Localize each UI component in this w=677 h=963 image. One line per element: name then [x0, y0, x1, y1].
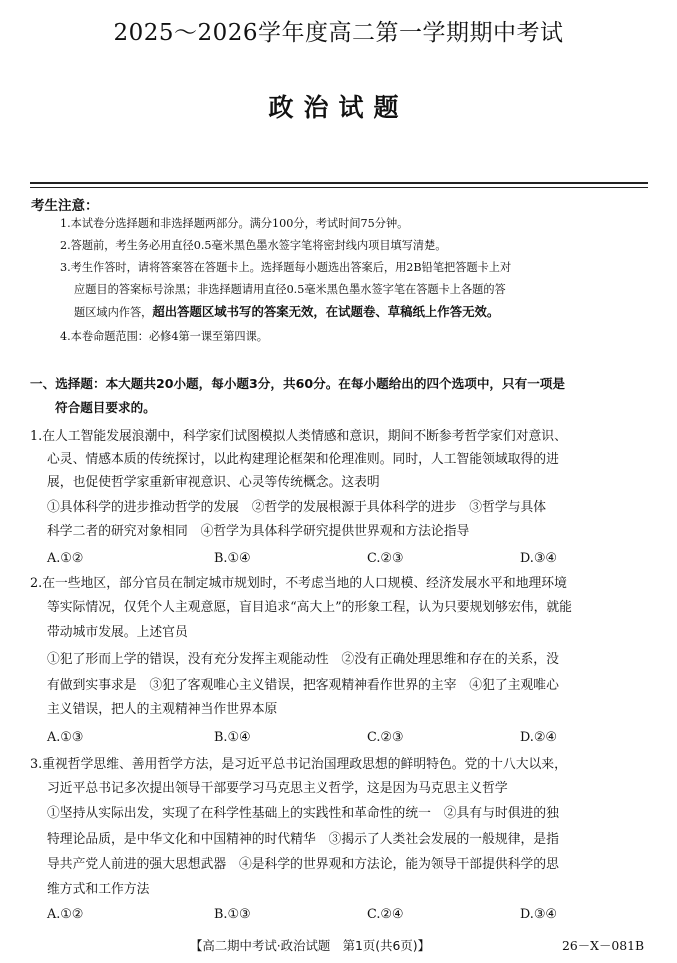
- notice-item: 4.本卷命题范围：必修4第一课至第四课。: [60, 330, 268, 343]
- question-3-line: 导共产党人前进的强大思想武器 ④是科学的世界观和方法论，能为领导干部提供科学的思: [47, 857, 559, 872]
- exam-title: 2025～2026学年度高二第一学期期中考试: [113, 20, 564, 46]
- option-d: D.③④: [520, 907, 557, 922]
- question-2-line: 等实际情况，仅凭个人主观意愿，盲目追求“高大上”的形象工程，认为只要规划够宏伟，就能: [47, 600, 572, 615]
- question-3-options: [47, 903, 647, 926]
- divider-thick: [30, 182, 648, 184]
- question-1-line: 心灵、情感本质的传统探讨，以此构建理论框架和伦理准则。同时，人工智能领域取得的进: [47, 452, 559, 467]
- section-header-line: 一、选择题：本大题共20小题，每小题3分，共60分。在每小题给出的四个选项中，只有一项是: [30, 376, 565, 391]
- section-header: [30, 372, 650, 420]
- question-2-line: 主义错误，把人的主观精神当作世界本原: [47, 702, 278, 717]
- option-a: A.①③: [47, 730, 84, 745]
- section-header-line: 符合题目要求的。: [55, 400, 156, 415]
- option-b: B.①③: [214, 907, 251, 922]
- option-c: C.②③: [367, 551, 404, 566]
- notice-item: 应题目的答案标号涂黑；非选择题请用直径0.5毫米黑色墨水签字笔在答题卡上各题的答: [74, 283, 506, 296]
- option-b: B.①④: [214, 730, 251, 745]
- question-1-line: 展，也促使哲学家重新审视意识、心灵等传统概念。这表明: [47, 475, 380, 490]
- option-a: A.①②: [47, 551, 84, 566]
- question-2-options: [47, 726, 647, 749]
- question-3-line: 习近平总书记多次提出领导干部要学习马克思主义哲学，这是因为马克思主义哲学: [47, 781, 508, 796]
- question-1-line: 科学二者的研究对象相同 ④哲学为具体科学研究提供世界观和方法论指导: [47, 524, 470, 539]
- option-b: B.①④: [214, 551, 251, 566]
- option-d: D.②④: [520, 730, 557, 745]
- question-2-line: 有做到实事求是 ③犯了客观唯心主义错误，把客观精神看作世界的主宰 ④犯了主观唯心: [47, 678, 559, 693]
- subject-title: 政治试题: [268, 93, 409, 122]
- notice-heading: 考生注意：: [31, 198, 99, 214]
- option-c: C.②④: [367, 907, 404, 922]
- notice-item-text: 题区域内作答，: [74, 306, 153, 319]
- notice-emphasis: 超出答题区域书写的答案无效，在试题卷、草稿纸上作答无效。: [152, 304, 500, 319]
- question-3-line: 维方式和工作方法: [47, 882, 150, 897]
- question-3-line: 3.重视哲学思维、善用哲学方法，是习近平总书记治国理政思想的鲜明特色。党的十八大以来，: [30, 757, 567, 772]
- question-1-options: [47, 547, 647, 570]
- question-1-line: ①具体科学的进步推动哲学的发展 ②哲学的发展根源于具体科学的进步 ③哲学与具体: [47, 500, 547, 515]
- paper-code: 26－X－081B: [562, 938, 645, 953]
- question-2-line: 2.在一些地区，部分官员在制定城市规划时，不考虑当地的人口规模、经济发展水平和地理环境: [30, 576, 567, 591]
- option-a: A.①②: [47, 907, 84, 922]
- option-d: D.③④: [520, 551, 557, 566]
- page-footer: 【高二期中考试·政治试题 第1页(共6页)】: [190, 938, 431, 953]
- question-3-line: ①坚持从实际出发，实现了在科学性基础上的实践性和革命性的统一 ②具有与时俱进的独: [47, 806, 559, 821]
- notice-item: 2.答题前，考生务必用直径0.5毫米黑色墨水签字笔将密封线内项目填写清楚。: [60, 239, 447, 252]
- question-2-line: 带动城市发展。上述官员: [47, 625, 188, 640]
- question-3-line: 特理论品质，是中华文化和中国精神的时代精华 ③揭示了人类社会发展的一般规律，是指: [47, 832, 559, 847]
- divider-thin: [30, 187, 648, 188]
- option-c: C.②③: [367, 730, 404, 745]
- notice-item: 1.本试卷分选择题和非选择题两部分。满分100分，考试时间75分钟。: [60, 217, 409, 230]
- question-2-line: ①犯了形而上学的错误，没有充分发挥主观能动性 ②没有正确处理思维和存在的关系，没: [47, 652, 559, 667]
- notice-item: 3.考生作答时，请将答案答在答题卡上。选择题每小题选出答案后，用2B铅笔把答题卡上对: [60, 261, 512, 274]
- question-1-line: 1.在人工智能发展浪潮中，科学家们试图模拟人类情感和意识，期间不断参考哲学家们对意识、: [30, 429, 567, 444]
- notice-item: [60, 301, 664, 324]
